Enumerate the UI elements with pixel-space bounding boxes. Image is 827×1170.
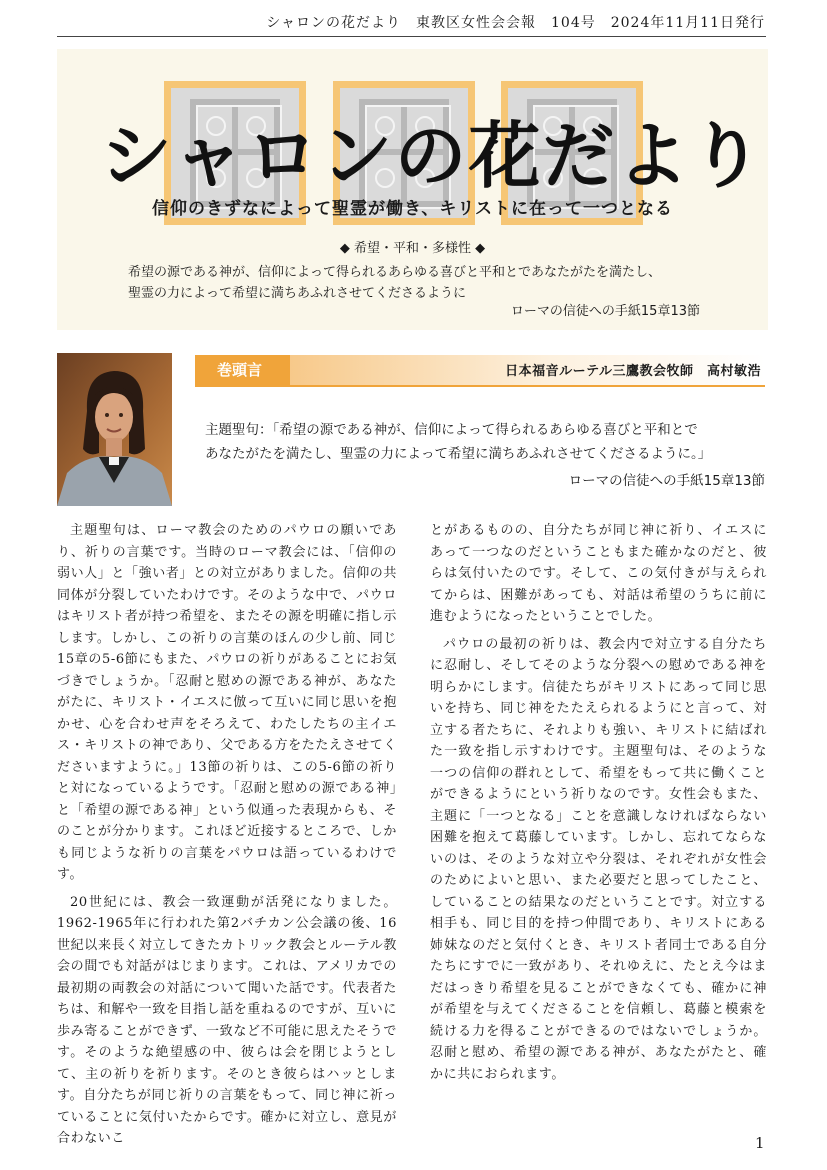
article-column-left [57, 520, 397, 1156]
theme-verse-line1: 主題聖句：「希望の源である神が、信仰によって得られるあらゆる喜びと平和とで [205, 422, 698, 438]
article-author: 日本福音ルーテル三鷹教会牧師 高村敏浩 [505, 364, 761, 379]
tagline: ◆ 希望・平和・多様性 ◆ [339, 241, 486, 256]
banner-verse-line1: 希望の源である神が、信仰によって得られるあらゆる喜びと平和とであなたがたを満たし、 [128, 265, 662, 280]
article-paragraph: パウロの最初の祈りは、教会内で対立する自分たちに忍耐し、そしてそのような分裂への慰めである神を明らかにします。信徒たちがキリストにあって同じ思いを持ち、同じ神をたたえられるようにと言って、対立する者たちに、それよりも強い、キリストに結ばれた一致を指し示すわけです。主題聖句は、そのような一つの信仰の群れとして、希望をもって共に働くことができるようにという祈りなのです。女性会もまた、主題に「一つとなる」ことを意識しなければならない困難を抱えて葛藤しています。しかし、忘れてならないのは、そのような対立や分裂は、それぞれが女性会のためによいと思い、また必要だと思ってしたこと、していることの結果なのだということです。対立する相手も、同じ目的を持つ仲間であり、キリストにある姉妹なのだと気付くとき、キリスト者同士である自分たちにすでに一致があり、それゆえに、たとえ今はまだはっきり希望を見ることができなくても、確かに神が希望を与えてくださることを信頼し、葛藤と模索を続ける力を得ることができるのではないでしょうか。忍耐と慰め、希望の源である神が、あなたがたと、確かに共におられます。 [430, 636, 767, 1082]
article-paragraph: 20世紀には、教会一致運動が活発になりました。1962-1965年に行われた第2バチカン公会議の後、16世紀以来長く対立してきたカトリック教会とルーテル教会の間でも対話がはじまります。これは、アメリカでの最初期の両教会の対話について聞いた話です。代表者たちは、和解や一致を目指し話を重ねるのですが、互いに歩み寄ることができず、一致など不可能に思えたそうです。そのような絶望感の中、彼らは会を閉じようとして、主の祈りを祈ります。そのとき彼らはハッとします。自分たちが同じ祈りの言葉をもって、同じ神に祈っていることに気付いたからです。確かに対立し、意見が合わないこ [57, 894, 398, 1146]
section-header [195, 355, 765, 385]
section-rule [195, 385, 765, 387]
theme-verse-line2: あなたがたを満たし、聖霊の力によって希望に満ちあふれさせてくださるように。」 [205, 446, 712, 462]
header-rule [57, 36, 766, 37]
page-number: 1 [755, 1134, 765, 1152]
banner-verse-line2: 聖霊の力によって希望に満ちあふれさせてくださるように [128, 286, 467, 301]
section-label: 巻頭言 [195, 355, 290, 385]
article-paragraph: とがあるものの、自分たちが同じ神に祈り、イエスにあって一つなのだということもまた確かなのだと、彼らは気付いたのです。そして、この気付きが与えられてからは、困難があっても、対話は希望のうちに前に進むようになったということでした。 [430, 523, 767, 624]
publication-header: シャロンの花だより 東教区女性会会報 104号 2024年11月11日発行 [266, 15, 765, 31]
newsletter-title: シャロンの花だより [100, 113, 765, 198]
banner-verse [128, 262, 728, 304]
banner-verse-reference: ローマの信徒への手紙15章13節 [510, 304, 700, 319]
theme-verse-reference: ローマの信徒への手紙15章13節 [568, 473, 765, 489]
author-photo [57, 353, 172, 506]
newsletter-subtitle: 信仰のきずなによって聖霊が働き、キリストに在って一つとなる [152, 199, 673, 219]
article-paragraph: 主題聖句は、ローマ教会のためのパウロの願いであり、祈りの言葉です。当時のローマ教会には、「信仰の弱い人」と「強い者」との対立がありました。信仰の共同体が分裂していたわけです。そのような中で、パウロはキリスト者が持つ希望を、またその源を明確に指し示します。しかし、この祈りの言葉のほんの少し前、同じ15章の5-6節にもまた、パウロの祈りがあることにお気づきでしょうか。「忍耐と慰めの源である神が、あなたがたに、キリスト・イエスに倣って互いに同じ思いを抱かせ、心を合わせ声をそろえて、わたしたちの主イエス・キリストの神であり、父である方をたたえさせてくださいますように。」13節の祈りは、この5-6節の祈りと対になっているようです。「忍耐と慰めの源である神」と「希望の源である神」という似通った表現からも、そのことが分かります。これほど近接するところで、しかも同じような祈りの言葉をパウロは語っているわけです。 [57, 523, 398, 882]
article-column-right [430, 520, 767, 1091]
theme-verse [205, 418, 765, 466]
